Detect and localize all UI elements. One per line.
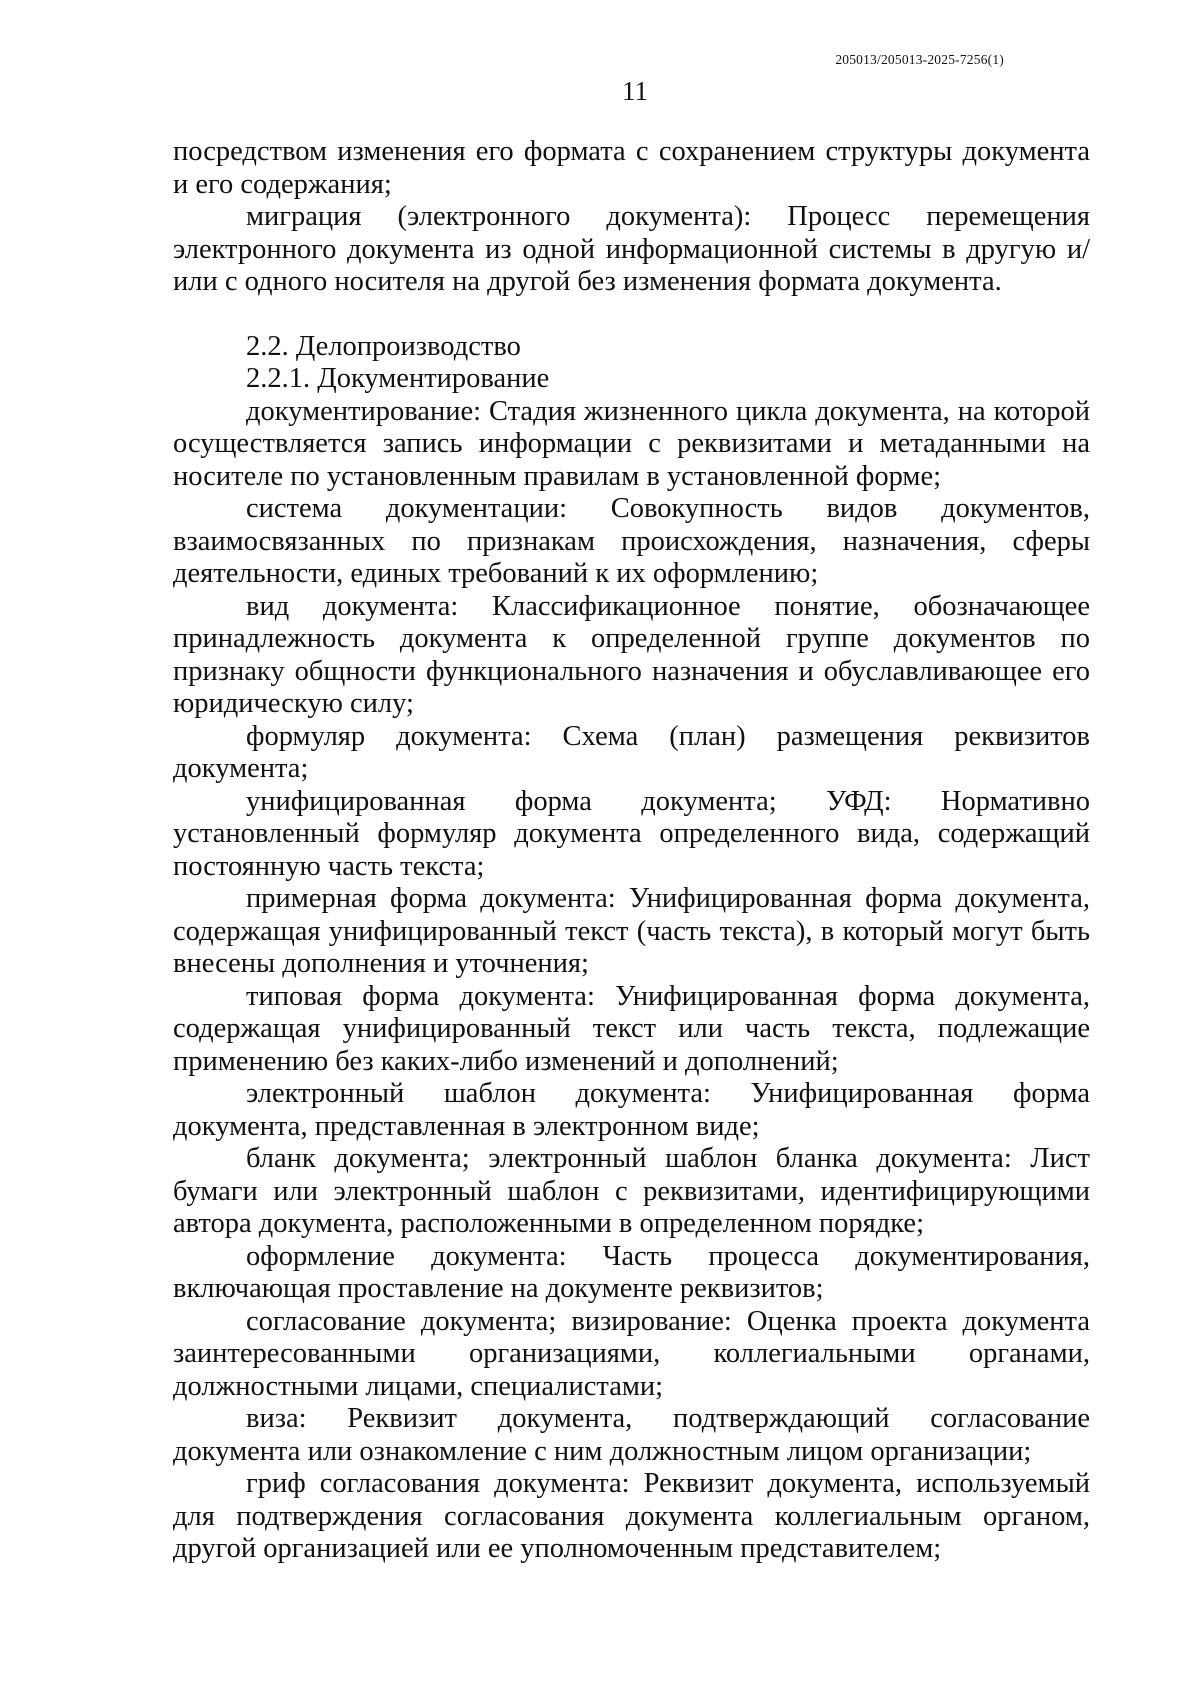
paragraph: оформление документа: Часть процесса документирования, включающая проставление на документе реквизитов; (173, 1240, 1090, 1304)
document-body (173, 136, 1090, 1566)
paragraph: бланк документа; электронный шаблон бланка документа: Лист бумаги или электронный шаблон с реквизитами, идентифицирующими автора документа, расположенными в определенном порядке; (173, 1143, 1090, 1239)
paragraph: посредством изменения его формата с сохранением структуры документа и его содержания; (173, 136, 1090, 200)
paragraph: гриф согласования документа: Реквизит документа, используемый для подтверждения согласования документа коллегиальным органом, другой организацией или ее уполномоченным представителем; (173, 1468, 1090, 1564)
paragraph: миграция (электронного документа): Процесс перемещения электронного документа из одной информационной системы в другую и/или с одного носителя на другой без изменения формата документа. (173, 201, 1090, 297)
document-registration-number: 205013/205013-2025-7256(1) (835, 52, 1004, 67)
paragraph: вид документа: Классификационное понятие, обозначающее принадлежность документа к определенной группе документов по признаку общности функционального назначения и обуславливающее его юридическую силу; (173, 590, 1090, 719)
page-number: 11 (622, 76, 648, 106)
paragraph: примерная форма документа: Унифицированная форма документа, содержащая унифицированный текст (часть текста), в который могут быть внесены дополнения и уточнения; (173, 883, 1090, 979)
paragraph: виза: Реквизит документа, подтверждающий согласование документа или ознакомление с ним должностным лицом организации; (173, 1403, 1090, 1467)
section-heading: 2.2. Делопроизводство (246, 330, 521, 362)
paragraph: электронный шаблон документа: Унифицированная форма документа, представленная в электронном виде; (173, 1078, 1090, 1142)
paragraph: формуляр документа: Схема (план) размещения реквизитов документа; (173, 720, 1090, 784)
paragraph: унифицированная форма документа; УФД: Нормативно установленный формуляр документа определенного вида, содержащий постоянную часть текста; (173, 785, 1090, 882)
subsection-heading: 2.2.1. Документирование (246, 363, 550, 394)
paragraph: документирование: Стадия жизненного цикла документа, на которой осуществляется запись информации с реквизитами и метаданными на носителе по установленным правилам в установленной форме; (173, 395, 1090, 492)
paragraph: типовая форма документа: Унифицированная форма документа, содержащая унифицированный текст или часть текста, подлежащие применению без каких-либо изменений и дополнений; (173, 980, 1090, 1077)
paragraph: согласование документа; визирование: Оценка проекта документа заинтересованными организациями, коллегиальными органами, должностными лицами, специалистами; (173, 1305, 1090, 1402)
paragraph: система документации: Совокупность видов документов, взаимосвязанных по признакам происхождения, назначения, сферы деятельности, единых требований к их оформлению; (173, 493, 1090, 589)
